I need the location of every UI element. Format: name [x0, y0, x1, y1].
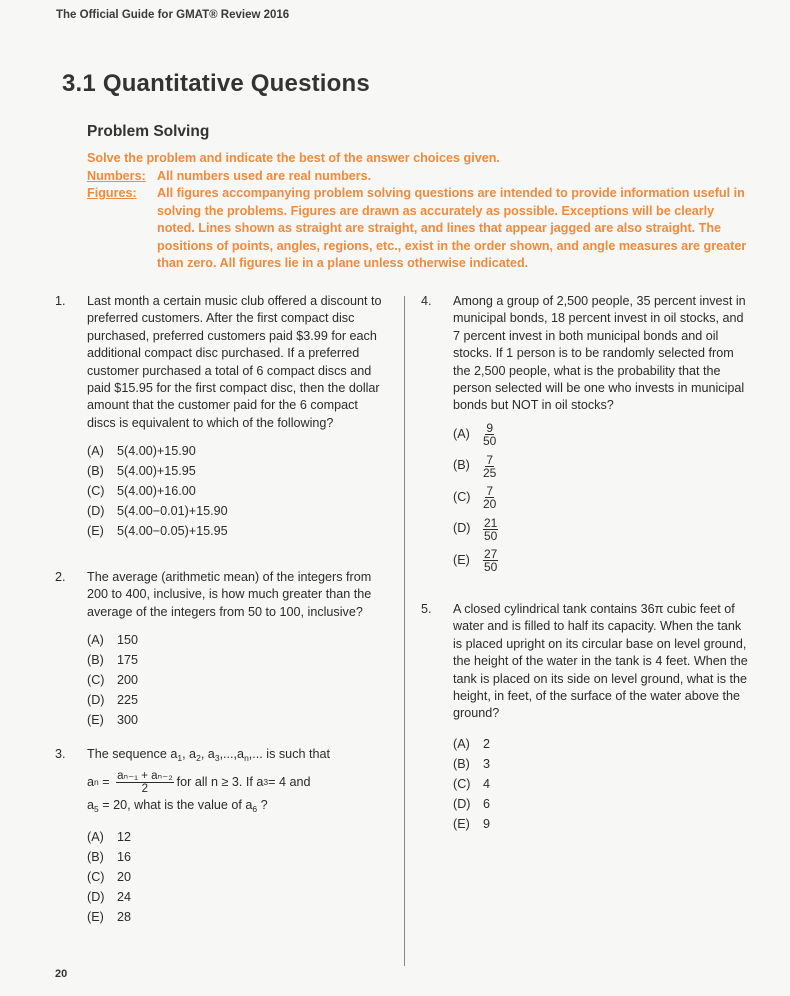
choice-fraction [483, 548, 498, 573]
question-4 [421, 293, 749, 576]
subscript: 3 [214, 753, 220, 763]
question-number: 3. [55, 747, 66, 761]
recurrence-equation: a n = $\frac{\text{aₙ₋₁ + aₙ₋₂}}{2}$ for all n ≥ 3. If a 3 = 4 and [87, 769, 311, 795]
numbers-text: All numbers used are real numbers. [157, 168, 372, 183]
choice-e[interactable] [87, 521, 385, 541]
choice-text: 9 [483, 817, 491, 832]
question-line [87, 797, 385, 818]
choice-d[interactable] [87, 690, 385, 710]
subscript: 3 [263, 776, 269, 787]
choice-text: 5(4.00)+15.95 [117, 463, 196, 478]
choice-text: 5(4.00−0.05)+15.95 [117, 523, 228, 538]
question-stem: The average (arithmetic mean) of the integers from 200 to 400, inclusive, is how much greater than the average of the integers from 50 to 100, inclusive? [87, 570, 372, 619]
instructions-intro: Solve the problem and indicate the best of the answer choices given. [87, 151, 500, 165]
choice-label: (B) [87, 652, 104, 667]
choice-label: (E) [87, 712, 104, 727]
subscript: n [244, 753, 249, 763]
sequence-line: The sequence $a_1$, $a_2$, $a_3,...,a_n$,... is such that [87, 747, 330, 763]
question-1 [55, 293, 385, 541]
choice-label: (B) [87, 463, 104, 478]
choice-label: (E) [453, 817, 470, 832]
stem-text: = 20, what is the value of a [98, 798, 253, 813]
choice-label: (D) [87, 503, 105, 518]
choice-fraction [483, 517, 498, 542]
running-head: The Official Guide for GMAT® Review 2016 [56, 9, 290, 21]
fraction-denominator: 2 [141, 782, 149, 795]
answer-choices [453, 419, 749, 577]
choice-b[interactable] [453, 450, 749, 482]
choice-text: 5(4.00)+16.00 [117, 483, 196, 498]
choice-a[interactable] [87, 441, 385, 461]
choice-label: (C) [87, 672, 105, 687]
choice-text: 5(4.00−0.01)+15.90 [117, 503, 228, 518]
choice-text: 150 [117, 632, 139, 647]
choice-text: 5(4.00)+15.90 [117, 443, 196, 458]
choice-d[interactable] [87, 501, 385, 521]
choice-label: (A) [453, 426, 470, 441]
fraction-denominator: 25 [483, 465, 497, 480]
choice-c[interactable] [87, 481, 385, 501]
fraction-numerator: aₙ₋₁ + aₙ₋₂ [117, 769, 173, 782]
choice-label: (B) [453, 458, 470, 473]
question-stem: A closed cylindrical tank contains 36π cubic feet of water and is filled to half its capacity. When the tank is placed upright on its circular base on level ground, the height of the water in the tank is 4 feet. When the tank is placed on its side on level ground, what is the height, in feet, of the surface of the water above the ground? [453, 602, 748, 721]
answer-choices [453, 735, 749, 835]
subscript: 2 [196, 753, 201, 763]
answer-choices [87, 828, 385, 928]
choice-b[interactable] [87, 650, 385, 670]
choice-e[interactable] [453, 545, 749, 577]
choice-a[interactable] [453, 419, 749, 451]
fraction-denominator: 50 [484, 560, 498, 575]
choice-text: 2 [483, 737, 491, 752]
choice-text: 16 [117, 850, 132, 865]
question-3 [55, 746, 385, 928]
choice-c[interactable] [87, 670, 385, 690]
answer-choices [87, 441, 385, 541]
subscript: 1 [177, 753, 183, 763]
choice-d[interactable] [87, 888, 385, 908]
numbers-note [87, 168, 747, 186]
stem-text: The sequence a [87, 747, 178, 761]
choice-label: (C) [87, 870, 105, 885]
choice-text: 175 [117, 652, 139, 667]
subscript: n [94, 776, 99, 787]
choice-a[interactable] [453, 735, 749, 755]
choice-label: (C) [453, 777, 471, 792]
choice-fraction [483, 454, 496, 479]
choice-text: 200 [117, 672, 139, 687]
subscript: 5 [94, 804, 99, 815]
choice-c[interactable] [453, 482, 749, 514]
choice-text: 12 [117, 830, 132, 845]
subscript: 6 [252, 804, 258, 815]
stem-text: is such that [262, 747, 330, 761]
choice-label: (E) [453, 552, 470, 567]
choice-d[interactable] [453, 795, 749, 815]
recurrence-fraction [116, 770, 174, 795]
question-number: 4. [421, 294, 432, 308]
column-divider [404, 296, 405, 966]
fraction-numerator: 21 [484, 515, 498, 530]
choice-label: (D) [87, 692, 105, 707]
choice-label: (D) [453, 521, 471, 536]
stem-text: = 4 and [268, 774, 311, 789]
choice-label: (A) [453, 737, 470, 752]
fraction-numerator: 9 [486, 421, 494, 436]
choice-label: (D) [87, 890, 105, 905]
question-number: 2. [55, 570, 66, 584]
question-stem [87, 746, 385, 819]
choice-a[interactable] [87, 630, 385, 650]
stem-text: for all n ≥ 3. If a [176, 774, 264, 789]
fraction-denominator: 50 [484, 528, 498, 543]
choice-text: 225 [117, 692, 139, 707]
choice-text: 4 [483, 777, 491, 792]
choice-c[interactable] [453, 775, 749, 795]
figures-note [87, 185, 747, 273]
choice-label: (B) [453, 757, 470, 772]
stem-text: a [87, 798, 95, 813]
fraction-numerator: 27 [484, 547, 498, 562]
page-number: 20 [55, 968, 68, 980]
choice-label: (D) [453, 797, 471, 812]
instructions [87, 150, 747, 273]
problem-solving-title: Problem Solving [87, 123, 210, 140]
choice-label: (E) [87, 523, 104, 538]
fraction-denominator: 20 [483, 497, 497, 512]
choice-label: (C) [87, 483, 105, 498]
fraction-numerator: 7 [486, 484, 494, 499]
choice-e[interactable] [87, 710, 385, 730]
choice-e[interactable] [87, 908, 385, 928]
choice-b[interactable] [453, 755, 749, 775]
choice-label: (A) [87, 632, 104, 647]
question-2 [55, 569, 385, 730]
choice-b[interactable] [87, 848, 385, 868]
stem-text: ? [257, 798, 268, 813]
fraction-denominator: 50 [483, 434, 497, 449]
choice-text: 28 [117, 910, 132, 925]
choice-fraction [483, 422, 496, 447]
choice-label: (A) [87, 830, 104, 845]
choice-label: (A) [87, 443, 104, 458]
fraction-numerator: 7 [486, 452, 494, 467]
choice-label: (E) [87, 910, 104, 925]
equation-lhs: a [87, 774, 95, 789]
choice-a[interactable] [87, 828, 385, 848]
question-5 [421, 601, 749, 835]
numbers-label: Numbers: [87, 168, 146, 183]
choice-e[interactable] [453, 815, 749, 835]
question-number: 5. [421, 602, 432, 616]
question-stem: Last month a certain music club offered a discount to preferred customers. After the first compact disc purchased, preferred customers paid $3.99 for each additional compact disc purchased. If a preferred customer purchased a total of 6 compact discs and paid $15.95 for the first compact disc, then the dollar amount that the customer paid for the 6 compact discs is equivalent to which of the following? [87, 294, 382, 430]
choice-fraction [483, 485, 496, 510]
choice-text: 3 [483, 757, 491, 772]
question-stem: Among a group of 2,500 people, 35 percent invest in municipal bonds, 18 percent invest in oil stocks, and 7 percent invest in both municipal bonds and oil stocks. If 1 person is to be randomly selected from the 2,500 people, what is the probability that the person selected will be one who invests in municipal bonds but NOT in oil stocks? [453, 294, 746, 413]
choice-text: 20 [117, 870, 132, 885]
choice-b[interactable] [87, 461, 385, 481]
answer-choices [87, 630, 385, 730]
figures-text: All figures accompanying problem solving questions are intended to provide information useful in solving the problems. Figures are drawn as accurately as possible. Exceptions will be clearly noted. Lines shown as straight are straight, and lines that appear jagged are also straight. The positions of points, angles, regions, etc., exist in the order shown, and angle measures are greater than zero. All figures lie in a plane unless otherwise indicated. [157, 186, 747, 270]
choice-text: 300 [117, 712, 139, 727]
section-title: 3.1 Quantitative Questions [62, 70, 370, 97]
question-number: 1. [55, 294, 66, 308]
choice-c[interactable] [87, 868, 385, 888]
choice-label: (B) [87, 850, 104, 865]
choice-text: 6 [483, 797, 491, 812]
figures-label: Figures: [87, 186, 137, 200]
choice-label: (C) [453, 489, 471, 504]
choice-text: 24 [117, 890, 132, 905]
choice-d[interactable] [453, 513, 749, 545]
